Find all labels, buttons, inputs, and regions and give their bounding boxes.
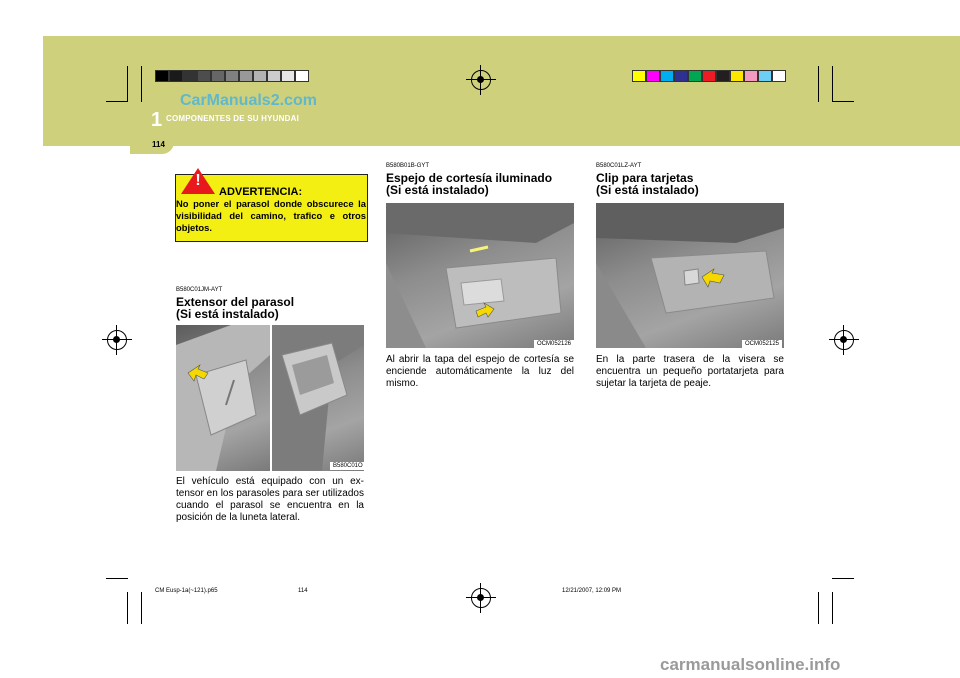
color-swatch	[183, 70, 197, 82]
warning-title: ADVERTENCIA:	[219, 186, 303, 198]
color-swatch	[169, 70, 183, 82]
footer-page: 114	[298, 588, 308, 594]
chapter-number: 1	[151, 109, 163, 131]
crop-mark	[127, 66, 128, 102]
section-code: B580C01LZ-AYT	[596, 163, 642, 169]
color-swatch	[646, 70, 660, 82]
color-swatch	[253, 70, 267, 82]
chapter-title: COMPONENTES DE SU HYUNDAI	[166, 114, 300, 123]
registration-mark-icon	[834, 330, 854, 350]
vanity-mirror-photo	[386, 203, 574, 348]
section-code: B580C01JM-AYT	[176, 287, 223, 293]
crop-mark	[141, 66, 142, 102]
crop-mark	[832, 578, 854, 579]
color-swatch	[660, 70, 674, 82]
image-label: OCM052126	[534, 340, 574, 348]
color-swatch	[155, 70, 169, 82]
color-swatch	[772, 70, 786, 82]
color-swatch	[267, 70, 281, 82]
watermark-bottom[interactable]: carmanualsonline.info	[660, 655, 841, 674]
crop-mark	[832, 66, 833, 102]
color-swatch	[632, 70, 646, 82]
gray-swatch-bar	[155, 70, 309, 82]
crop-mark	[127, 592, 128, 624]
crop-mark	[106, 101, 128, 102]
sun-visor-extensor-photo	[176, 325, 270, 471]
color-swatch-bar	[632, 70, 786, 82]
registration-mark-icon	[471, 588, 491, 608]
crop-mark	[832, 592, 833, 624]
color-swatch	[716, 70, 730, 82]
color-swatch	[225, 70, 239, 82]
watermark-top[interactable]: CarManuals2.com	[180, 92, 317, 109]
section-body: En la parte trasera de la visera se encuentra un pequeño portatarjeta para sujetar la tarjeta de peaje.	[596, 354, 784, 389]
section-body: Al abrir la tapa del espejo de cortesía se enciende automáticamente la luz del mismo.	[386, 354, 574, 389]
exclamation-icon: !	[195, 172, 201, 189]
sun-visor-extended-photo	[272, 325, 364, 471]
color-swatch	[295, 70, 309, 82]
image-label: OCM052125	[742, 340, 782, 348]
image-label: B580C01O	[330, 462, 366, 470]
header-band	[43, 36, 960, 146]
color-swatch	[688, 70, 702, 82]
warning-text: No poner el parasol donde obscurece la visibilidad del camino, trafico e otros objetos.	[176, 198, 366, 233]
page-number: 114	[152, 140, 165, 149]
crop-mark	[141, 592, 142, 624]
crop-mark	[106, 578, 128, 579]
color-swatch	[674, 70, 688, 82]
color-swatch	[281, 70, 295, 82]
section-body: El vehículo está equipado con un ex- tensor en los parasoles para ser utilizados cuando el parasol se encuentra en la posición de la luneta lateral.	[176, 476, 364, 523]
section-code: B580B01B-GYT	[386, 163, 430, 169]
footer-timestamp: 12/21/2007, 12:09 PM	[562, 588, 622, 594]
color-swatch	[730, 70, 744, 82]
section-title: Extensor del parasol (Si está instalado)	[176, 295, 295, 321]
crop-mark	[818, 592, 819, 624]
color-swatch	[758, 70, 772, 82]
section-title: Clip para tarjetas (Si está instalado)	[596, 171, 699, 197]
color-swatch	[211, 70, 225, 82]
color-swatch	[702, 70, 716, 82]
registration-mark-icon	[107, 330, 127, 350]
registration-mark-icon	[471, 70, 491, 90]
color-swatch	[239, 70, 253, 82]
crop-mark	[818, 66, 819, 102]
footer-file: CM Eusp-1a(~121).p65	[155, 588, 218, 594]
crop-mark	[832, 101, 854, 102]
color-swatch	[744, 70, 758, 82]
card-clip-photo	[596, 203, 784, 348]
section-title: Espejo de cortesía iluminado (Si está instalado)	[386, 171, 553, 197]
color-swatch	[197, 70, 211, 82]
